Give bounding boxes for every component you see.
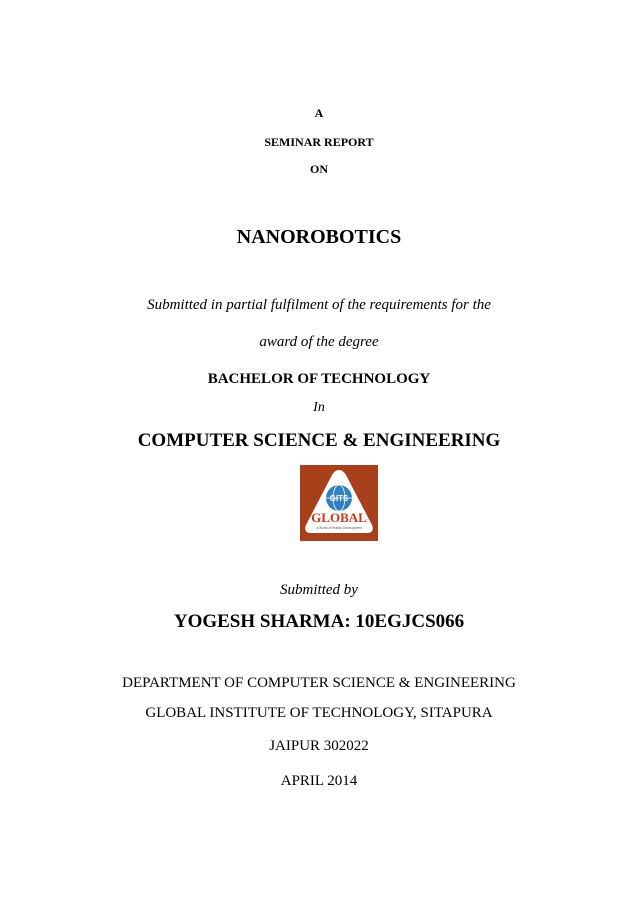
logo-emblem-text: GITS: [329, 494, 349, 503]
report-article: A: [314, 106, 324, 120]
degree-in: In: [313, 400, 325, 415]
report-title: NANOROBOTICS: [236, 226, 402, 248]
branch-name: COMPUTER SCIENCE & ENGINEERING: [137, 430, 501, 451]
submission-line-1: Submitted in partial fulfilment of the requirements for the: [147, 297, 491, 313]
submitted-by-label: Submitted by: [280, 582, 358, 598]
logo-tagline: A World of Holistic Development: [316, 526, 362, 530]
global-logo-icon: [300, 465, 378, 541]
report-type: SEMINAR REPORT: [264, 135, 374, 149]
student-name: YOGESH SHARMA: 10EGJCS066: [173, 611, 465, 632]
logo-name-text: GLOBAL: [311, 510, 367, 525]
college-logo: [300, 465, 378, 541]
institute-name: GLOBAL INSTITUTE OF TECHNOLOGY, SITAPURA: [145, 705, 493, 721]
report-date: APRIL 2014: [280, 773, 358, 789]
report-preposition: ON: [310, 162, 328, 176]
submission-line-2: award of the degree: [259, 334, 379, 350]
degree-name: BACHELOR OF TECHNOLOGY: [207, 371, 431, 387]
department-name: DEPARTMENT OF COMPUTER SCIENCE & ENGINEERING: [122, 675, 516, 691]
institute-city: JAIPUR 302022: [269, 738, 369, 754]
